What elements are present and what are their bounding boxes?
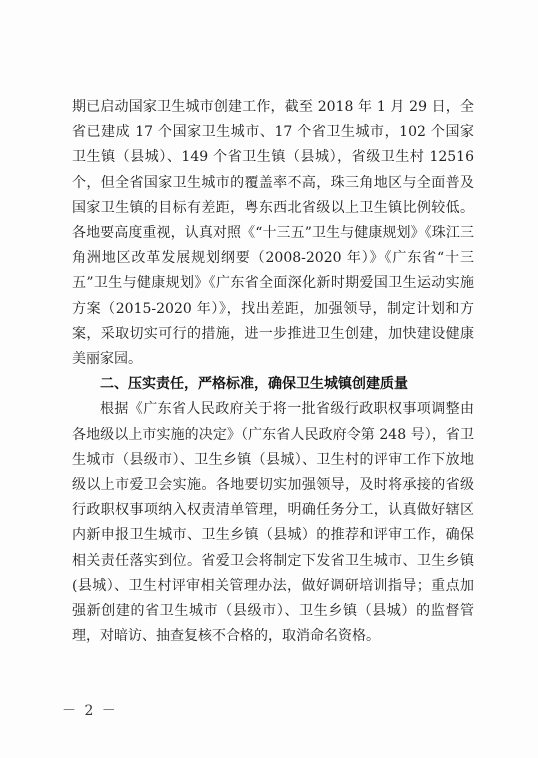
page-number: － 2 － [62, 703, 118, 719]
section-heading: 二、压实责任，严格标准，确保卫生城镇创建质量 [100, 376, 408, 393]
paragraph-intro: 期已启动国家卫生城市创建工作，截至 2018 年 1 月 29 日，全省已建成 17 个国家卫生城市、17 个省卫生城市，102 个国家卫生镇（县城）、149 个省卫生镇（县城），省级卫生村 12516 个，但全省国家卫生城市的覆盖率不高，珠三角地区与全面普及国家卫生镇的目标有差距，粤东西北省级以上卫生镇比例较低。各地要高度重视，认真对照《“十三五”卫生与健康规划》《珠江三角洲地区改革发展规划纲要（2008-2020 年）》《广东省“十三五”卫生与健康规划》《广东省全面深化新时期爱国卫生运动实施方案（2015-2020 年）》，找出差距，加强领导，制定计划和方案，采取切实可行的措施，进一步推进卫生创建，加快建设健康美丽家园。 [72, 99, 474, 368]
document-body [72, 95, 474, 649]
paragraph-section-two: 根据《广东省人民政府关于将一批省级行政职权事项调整由各地级以上市实施的决定》（广东省人民政府令第 248 号），省卫生城市（县级市）、卫生乡镇（县城）、卫生村的评审工作下放地级以上市爱卫会实施。各地要切实加强领导，及时将承接的省级行政职权事项纳入权责清单管理，明确任务分工，认真做好辖区内新申报卫生城市、卫生乡镇（县城）的推荐和评审工作，确保相关责任落实到位。省爱卫会将制定下发省卫生城市、卫生乡镇(县城）、卫生村评审相关管理办法，做好调研培训指导；重点加强新创建的省卫生城市（县级市）、卫生乡镇（县城）的监督管理，对暗访、抽查复核不合格的，取消命名资格。 [72, 401, 474, 645]
